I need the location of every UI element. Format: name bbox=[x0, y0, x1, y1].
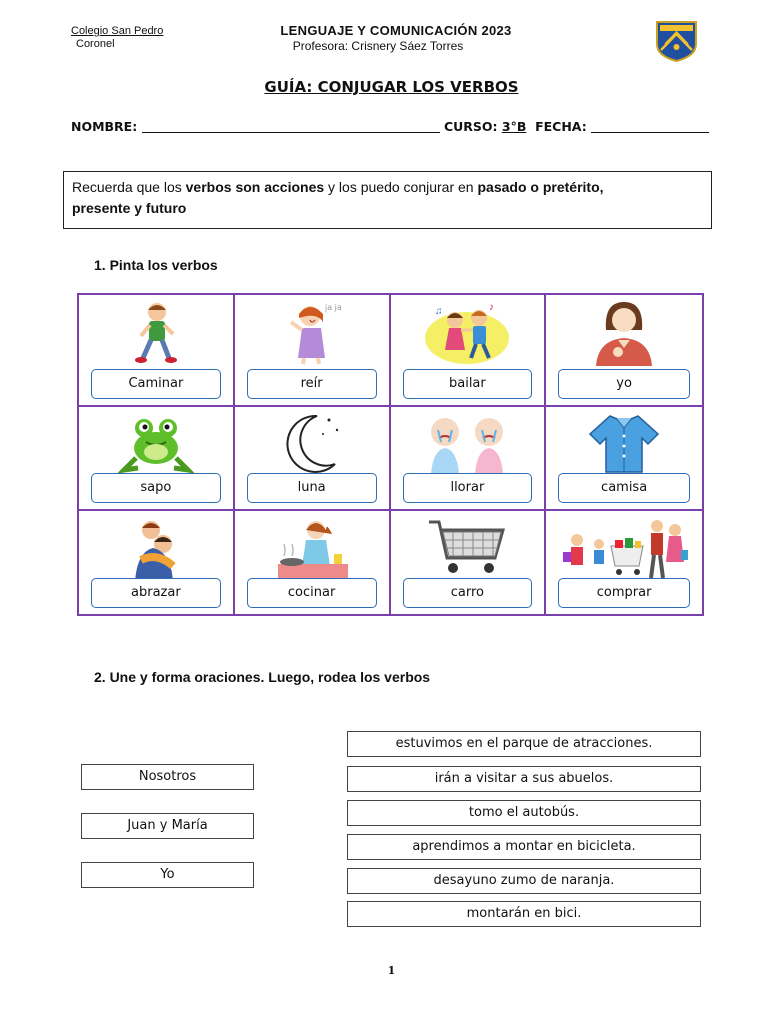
school-name: Colegio San Pedro bbox=[71, 25, 164, 37]
reminder-box bbox=[63, 171, 712, 229]
svg-text:ja ja: ja ja bbox=[324, 303, 342, 312]
exercise-2-instruction: 2. Une y forma oraciones. Luego, rodea los verbos bbox=[94, 669, 431, 685]
predicate-box[interactable]: tomo el autobús. bbox=[347, 800, 701, 826]
word-box[interactable]: camisa bbox=[558, 473, 690, 503]
predicate-box[interactable]: estuvimos en el parque de atracciones. bbox=[347, 731, 701, 757]
predicate-box[interactable]: irán a visitar a sus abuelos. bbox=[347, 766, 701, 792]
predicate-box[interactable]: montarán en bici. bbox=[347, 901, 701, 927]
frog-icon bbox=[118, 412, 194, 474]
course-value: 3°B bbox=[501, 119, 527, 134]
dancing-kids-icon bbox=[421, 300, 513, 366]
name-label: NOMBRE: bbox=[71, 119, 138, 134]
word-box[interactable]: carro bbox=[403, 578, 533, 608]
word-box[interactable]: sapo bbox=[91, 473, 221, 503]
laughing-girl-icon bbox=[277, 300, 347, 366]
name-blank[interactable] bbox=[142, 120, 440, 133]
school-city: Coronel bbox=[76, 38, 115, 50]
word-box[interactable]: comprar bbox=[558, 578, 690, 608]
teacher-name: Profesora: Crisnery Sáez Torres bbox=[292, 39, 464, 53]
card-comprar[interactable] bbox=[546, 511, 702, 614]
svg-text:♫: ♫ bbox=[435, 306, 443, 317]
student-info-line bbox=[71, 119, 709, 134]
card-cocinar[interactable] bbox=[235, 511, 391, 614]
word-box[interactable]: yo bbox=[558, 369, 690, 399]
subject-box[interactable]: Yo bbox=[81, 862, 254, 888]
card-caminar[interactable] bbox=[79, 295, 235, 407]
subject-heading: LENGUAJE Y COMUNICACIÓN 2023 bbox=[280, 23, 512, 38]
date-blank[interactable] bbox=[591, 120, 709, 133]
card-abrazar[interactable] bbox=[79, 511, 235, 614]
shirt-icon bbox=[586, 412, 662, 474]
word-box[interactable]: cocinar bbox=[247, 578, 377, 608]
woman-pointing-self-icon bbox=[586, 300, 662, 366]
card-bailar[interactable] bbox=[391, 295, 547, 407]
card-luna[interactable] bbox=[235, 407, 391, 511]
course-label: CURSO: bbox=[443, 119, 498, 134]
exercise-1-instruction: 1. Pinta los verbos bbox=[94, 257, 218, 273]
card-carro[interactable] bbox=[391, 511, 547, 614]
worksheet-title: GUÍA: CONJUGAR LOS VERBOS bbox=[264, 78, 519, 96]
reminder-bold: verbos son acciones bbox=[185, 179, 325, 195]
predicate-box[interactable]: desayuno zumo de naranja. bbox=[347, 868, 701, 894]
cooking-woman-icon bbox=[270, 516, 354, 582]
shopping-family-icon bbox=[559, 516, 689, 582]
card-sapo[interactable] bbox=[79, 407, 235, 511]
card-llorar[interactable] bbox=[391, 407, 547, 511]
word-box[interactable]: bailar bbox=[403, 369, 533, 399]
word-box[interactable]: Caminar bbox=[91, 369, 221, 399]
reminder-text: Recuerda que los bbox=[72, 179, 186, 195]
reminder-bold: pasado o pretérito, bbox=[477, 179, 604, 195]
school-crest-icon bbox=[655, 20, 698, 62]
moon-icon bbox=[277, 412, 347, 474]
card-yo[interactable] bbox=[546, 295, 702, 407]
subject-box[interactable]: Nosotros bbox=[81, 764, 254, 790]
svg-text:♪: ♪ bbox=[489, 302, 495, 313]
crying-babies-icon bbox=[419, 412, 515, 474]
page-number: 1 bbox=[387, 964, 396, 977]
predicate-box[interactable]: aprendimos a montar en bicicleta. bbox=[347, 834, 701, 860]
reminder-text: y los puedo conjurar en bbox=[324, 179, 478, 195]
subject-box[interactable]: Juan y María bbox=[81, 813, 254, 839]
word-box[interactable]: abrazar bbox=[91, 578, 221, 608]
word-box[interactable]: llorar bbox=[403, 473, 533, 503]
walking-boy-icon bbox=[121, 300, 191, 366]
card-reir[interactable] bbox=[235, 295, 391, 407]
word-box[interactable]: reír bbox=[247, 369, 377, 399]
shopping-cart-icon bbox=[425, 516, 509, 578]
date-label: FECHA: bbox=[535, 119, 587, 134]
reminder-bold: presente y futuro bbox=[72, 200, 187, 216]
verb-card-grid bbox=[77, 293, 704, 616]
hugging-people-icon bbox=[121, 516, 191, 582]
card-camisa[interactable] bbox=[546, 407, 702, 511]
word-box[interactable]: luna bbox=[247, 473, 377, 503]
